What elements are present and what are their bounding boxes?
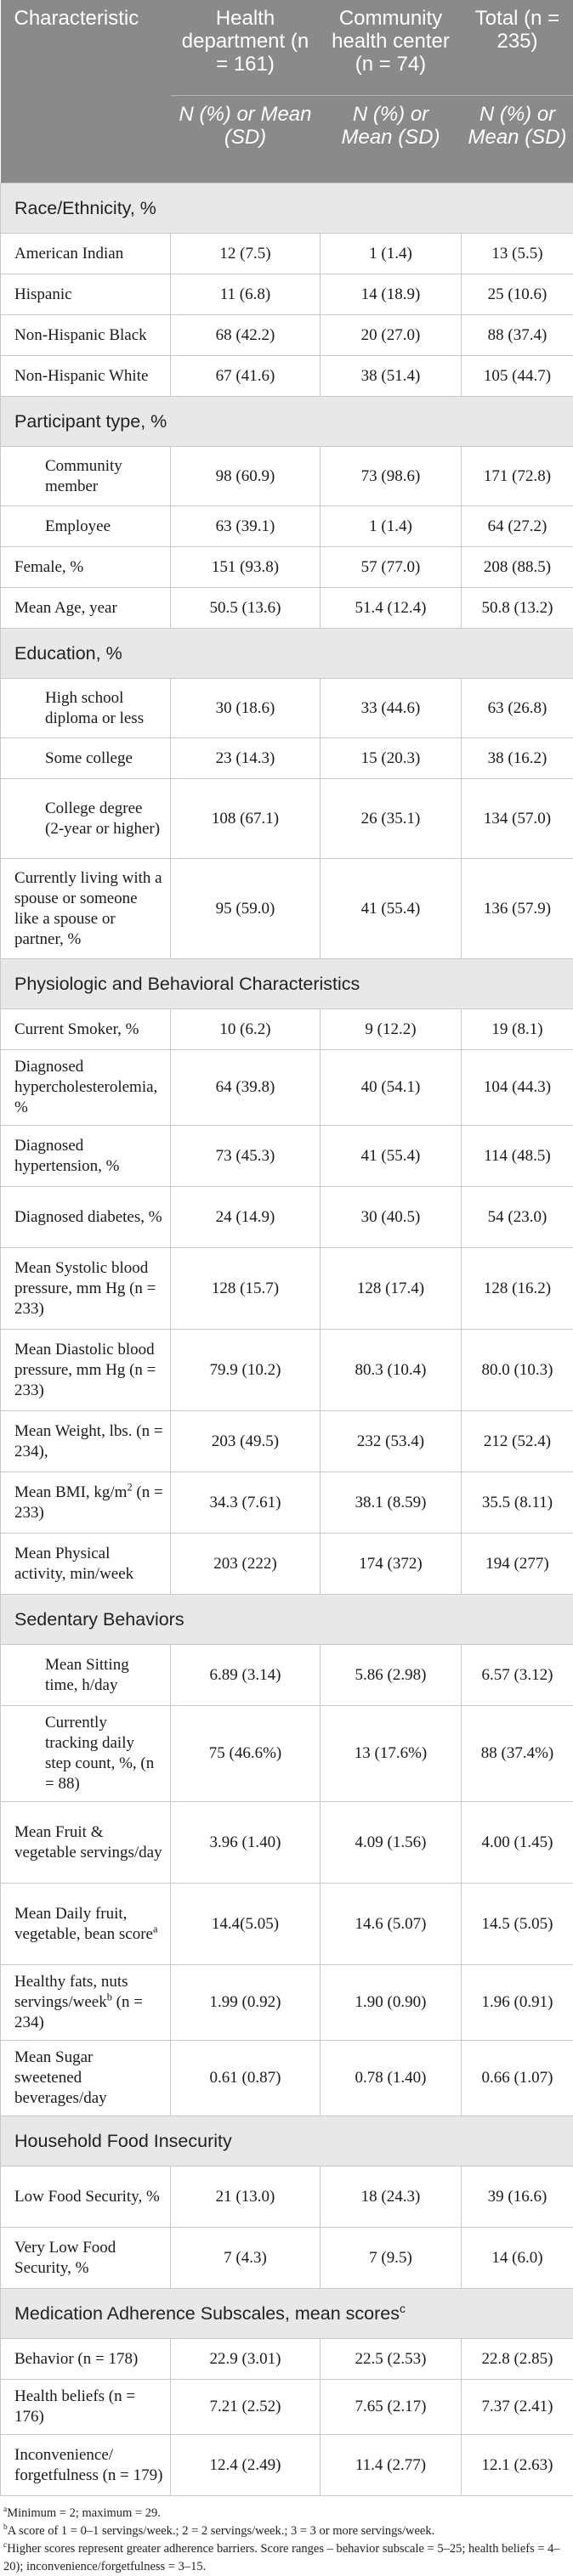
table-row — [1, 1126, 573, 1187]
table-row — [1, 1472, 573, 1534]
row-label — [1, 2380, 171, 2435]
row-label-text: Very Low Food Security, % — [14, 2239, 116, 2277]
row-label-text: Inconvenience/ forgetfulness (n = 179) — [14, 2446, 162, 2484]
cell-total: 212 (52.4) — [462, 1411, 573, 1472]
header-community-health-center: Community health center (n = 74) — [321, 0, 462, 96]
row-label — [1, 1330, 171, 1411]
row-label-text: Mean Sugar sweetened beverages/day — [14, 2048, 107, 2107]
footnote — [3, 2522, 566, 2540]
cell-community-health-center: 0.78 (1.40) — [321, 2041, 462, 2116]
row-label — [1, 1187, 171, 1248]
section-header — [1, 1595, 573, 1645]
table-row — [1, 679, 573, 738]
table-row — [1, 356, 573, 397]
table-row — [1, 1009, 573, 1050]
row-label-text: Mean Systolic blood pressure, mm Hg (n = 233) — [14, 1259, 156, 1318]
footnote-text: A score of 1 = 0–1 servings/week.; 2 = 2 servings/week.; 3 = 3 or more servings/week. — [8, 2524, 435, 2538]
row-label-text: Mean Physical activity, min/week — [14, 1545, 133, 1583]
row-label — [1, 356, 171, 397]
table-row — [1, 738, 573, 779]
cell-community-health-center: 1.90 (0.90) — [321, 1965, 462, 2041]
table-row — [1, 779, 573, 859]
row-label-text: Non-Hispanic Black — [14, 326, 147, 344]
cell-total: 88 (37.4) — [462, 315, 573, 356]
row-label — [1, 859, 171, 959]
cell-community-health-center: 33 (44.6) — [321, 679, 462, 738]
row-label — [1, 2339, 171, 2380]
cell-community-health-center: 14 (18.9) — [321, 274, 462, 315]
table-row — [1, 315, 573, 356]
cell-community-health-center: 7.65 (2.17) — [321, 2380, 462, 2435]
footnote-text: Minimum = 2; maximum = 29. — [7, 2506, 161, 2520]
row-label-text: Diagnosed hypercholesterolemia, % — [14, 1058, 157, 1116]
cell-community-health-center: 38.1 (8.59) — [321, 1472, 462, 1534]
section-title — [1, 629, 573, 679]
row-label — [1, 447, 171, 506]
section-header — [1, 2116, 573, 2166]
cell-community-health-center: 9 (12.2) — [321, 1009, 462, 1050]
cell-community-health-center: 15 (20.3) — [321, 738, 462, 779]
cell-health-department: 7.21 (2.52) — [171, 2380, 321, 2435]
cell-total: 1.96 (0.91) — [462, 1965, 573, 2041]
section-title — [1, 1595, 573, 1645]
row-label-text: Behavior (n = 178) — [14, 2350, 138, 2368]
cell-health-department: 79.9 (10.2) — [171, 1330, 321, 1411]
table-row — [1, 234, 573, 274]
row-label-text: Diagnosed diabetes, % — [14, 1208, 162, 1226]
cell-community-health-center: 26 (35.1) — [321, 779, 462, 859]
row-label — [1, 2041, 171, 2116]
cell-health-department: 68 (42.2) — [171, 315, 321, 356]
cell-health-department: 21 (13.0) — [171, 2166, 321, 2228]
footnote-marker: b — [3, 2523, 8, 2532]
row-label — [1, 274, 171, 315]
cell-community-health-center: 7 (9.5) — [321, 2228, 462, 2289]
table-row — [1, 1411, 573, 1472]
footnote-text: Higher scores represent greater adherence barriers. Score ranges – behavior subscale = 5–25; health beliefs = 4–20); inconvenience/forgetfulness = 3–15. — [3, 2542, 560, 2573]
cell-health-department: 23 (14.3) — [171, 738, 321, 779]
row-label-suffix: (n = 233) — [14, 1483, 163, 1522]
row-label-text: Mean Diastolic blood pressure, mm Hg (n = 233) — [14, 1341, 156, 1399]
row-label-text: College degree (2-year or higher) — [45, 799, 160, 838]
cell-total: 63 (26.8) — [462, 679, 573, 738]
row-label-text: Female, % — [14, 558, 83, 576]
header-total: Total (n = 235) — [462, 0, 573, 96]
cell-health-department: 203 (49.5) — [171, 1411, 321, 1472]
footnote-marker: b — [107, 1991, 112, 2003]
section-title — [1, 397, 573, 447]
row-label — [1, 1534, 171, 1595]
section-title-text: Medication Adherence Subscales, mean scores — [14, 2303, 400, 2324]
cell-health-department: 11 (6.8) — [171, 274, 321, 315]
table-header — [1, 0, 573, 184]
cell-total: 134 (57.0) — [462, 779, 573, 859]
cell-health-department: 64 (39.8) — [171, 1050, 321, 1126]
footnote-marker: c — [400, 2302, 406, 2315]
row-label — [1, 1802, 171, 1884]
table-row — [1, 859, 573, 959]
cell-health-department: 10 (6.2) — [171, 1009, 321, 1050]
cell-total: 35.5 (8.11) — [462, 1472, 573, 1534]
row-label — [1, 1248, 171, 1330]
cell-total: 14.5 (5.05) — [462, 1884, 573, 1965]
section-title — [1, 184, 573, 234]
table-row — [1, 2041, 573, 2116]
table-row — [1, 447, 573, 506]
cell-community-health-center: 38 (51.4) — [321, 356, 462, 397]
footnote-marker: a — [3, 2505, 7, 2514]
cell-total: 171 (72.8) — [462, 447, 573, 506]
cell-health-department: 67 (41.6) — [171, 356, 321, 397]
row-label — [1, 1126, 171, 1187]
cell-community-health-center: 13 (17.6%) — [321, 1706, 462, 1802]
row-label-text: High school diploma or less — [45, 689, 144, 727]
cell-health-department: 30 (18.6) — [171, 679, 321, 738]
table-row — [1, 1706, 573, 1802]
cell-total: 22.8 (2.85) — [462, 2339, 573, 2380]
section-title-text: Race/Ethnicity, % — [14, 198, 156, 218]
row-label-text: Diagnosed hypertension, % — [14, 1137, 119, 1175]
row-label — [1, 2228, 171, 2289]
row-label — [1, 234, 171, 274]
row-label-text: Non-Hispanic White — [14, 367, 148, 385]
table-row — [1, 1534, 573, 1595]
cell-total: 13 (5.5) — [462, 234, 573, 274]
section-title-text: Household Food Insecurity — [14, 2131, 232, 2151]
cell-total: 64 (27.2) — [462, 506, 573, 547]
row-label — [1, 679, 171, 738]
cell-total: 4.00 (1.45) — [462, 1802, 573, 1884]
table-row — [1, 1645, 573, 1706]
row-label-text: Mean Sitting time, h/day — [45, 1656, 129, 1694]
section-header — [1, 397, 573, 447]
row-label-text: Hispanic — [14, 285, 72, 303]
row-label-text: Low Food Security, % — [14, 2188, 160, 2206]
cell-health-department: 24 (14.9) — [171, 1187, 321, 1248]
cell-health-department: 73 (45.3) — [171, 1126, 321, 1187]
table-row — [1, 1330, 573, 1411]
cell-total: 0.66 (1.07) — [462, 2041, 573, 2116]
table-row — [1, 588, 573, 629]
row-label — [1, 1884, 171, 1965]
row-label-text: Some college — [45, 749, 133, 767]
cell-total: 14 (6.0) — [462, 2228, 573, 2289]
row-label-text: Mean Daily fruit, vegetable, bean score — [14, 1905, 153, 1943]
cell-community-health-center: 41 (55.4) — [321, 859, 462, 959]
cell-community-health-center: 22.5 (2.53) — [321, 2339, 462, 2380]
cell-total: 114 (48.5) — [462, 1126, 573, 1187]
row-label — [1, 738, 171, 779]
row-label-text: Mean Fruit & vegetable servings/day — [14, 1823, 162, 1861]
cell-total: 7.37 (2.41) — [462, 2380, 573, 2435]
cell-health-department: 108 (67.1) — [171, 779, 321, 859]
row-label-text: Mean Weight, lbs. (n = 234), — [14, 1422, 163, 1460]
cell-health-department: 98 (60.9) — [171, 447, 321, 506]
table-row — [1, 1248, 573, 1330]
header-stat-label-total: N (%) or Mean (SD) — [462, 96, 573, 184]
cell-total: 105 (44.7) — [462, 356, 573, 397]
cell-community-health-center: 4.09 (1.56) — [321, 1802, 462, 1884]
section-title-text: Sedentary Behaviors — [14, 1609, 184, 1630]
table-row — [1, 547, 573, 588]
row-label-text: Mean BMI, kg/m — [14, 1483, 127, 1501]
row-label — [1, 1965, 171, 2041]
cell-community-health-center: 80.3 (10.4) — [321, 1330, 462, 1411]
cell-total: 38 (16.2) — [462, 738, 573, 779]
cell-total: 54 (23.0) — [462, 1187, 573, 1248]
table-row — [1, 2166, 573, 2228]
cell-total: 136 (57.9) — [462, 859, 573, 959]
row-label — [1, 2166, 171, 2228]
cell-total: 19 (8.1) — [462, 1009, 573, 1050]
cell-health-department: 7 (4.3) — [171, 2228, 321, 2289]
header-stat-label-hd: N (%) or Mean (SD) — [171, 96, 321, 184]
footnote — [3, 2540, 566, 2576]
header-health-department: Health department (n = 161) — [171, 0, 321, 96]
cell-total: 194 (277) — [462, 1534, 573, 1595]
cell-community-health-center: 128 (17.4) — [321, 1248, 462, 1330]
table-row — [1, 2339, 573, 2380]
row-label-text: Community member — [45, 457, 122, 495]
cell-health-department: 50.5 (13.6) — [171, 588, 321, 629]
table-row — [1, 1884, 573, 1965]
row-label — [1, 779, 171, 859]
row-label-text: Currently tracking daily step count, %, (n = 88) — [45, 1714, 154, 1793]
cell-community-health-center: 57 (77.0) — [321, 547, 462, 588]
row-label — [1, 506, 171, 547]
cell-health-department: 34.3 (7.61) — [171, 1472, 321, 1534]
row-label — [1, 1411, 171, 1472]
cell-health-department: 1.99 (0.92) — [171, 1965, 321, 2041]
cell-health-department: 14.4(5.05) — [171, 1884, 321, 1965]
cell-health-department: 22.9 (3.01) — [171, 2339, 321, 2380]
cell-total: 6.57 (3.12) — [462, 1645, 573, 1706]
row-label-suffix: (n = 234) — [14, 1993, 143, 2031]
cell-community-health-center: 73 (98.6) — [321, 447, 462, 506]
table-row — [1, 2380, 573, 2435]
cell-total: 50.8 (13.2) — [462, 588, 573, 629]
row-label — [1, 1050, 171, 1126]
cell-community-health-center: 174 (372) — [321, 1534, 462, 1595]
row-label-text: American Indian — [14, 245, 123, 263]
cell-total: 80.0 (10.3) — [462, 1330, 573, 1411]
row-label-text: Currently living with a spouse or someone like a spouse or partner, % — [14, 869, 162, 948]
cell-community-health-center: 5.86 (2.98) — [321, 1645, 462, 1706]
footnote-marker: c — [3, 2541, 7, 2550]
cell-health-department: 128 (15.7) — [171, 1248, 321, 1330]
cell-community-health-center: 30 (40.5) — [321, 1187, 462, 1248]
cell-health-department: 6.89 (3.14) — [171, 1645, 321, 1706]
section-header — [1, 2289, 573, 2339]
cell-health-department: 12 (7.5) — [171, 234, 321, 274]
table-row — [1, 506, 573, 547]
row-label-text: Current Smoker, % — [14, 1020, 139, 1038]
cell-health-department: 3.96 (1.40) — [171, 1802, 321, 1884]
cell-health-department: 75 (46.6%) — [171, 1706, 321, 1802]
footnote-marker: a — [153, 1923, 157, 1935]
row-label — [1, 588, 171, 629]
section-title — [1, 2116, 573, 2166]
table-row — [1, 1050, 573, 1126]
table-body — [1, 184, 573, 2496]
table-row — [1, 1965, 573, 2041]
section-title — [1, 2289, 573, 2339]
section-header — [1, 629, 573, 679]
section-title-text: Physiologic and Behavioral Characteristics — [14, 974, 360, 994]
row-label — [1, 547, 171, 588]
cell-community-health-center: 40 (54.1) — [321, 1050, 462, 1126]
table-row — [1, 2228, 573, 2289]
cell-health-department: 0.61 (0.87) — [171, 2041, 321, 2116]
section-title-text: Education, % — [14, 643, 122, 664]
cell-total: 104 (44.3) — [462, 1050, 573, 1126]
table-row — [1, 1802, 573, 1884]
cell-community-health-center: 41 (55.4) — [321, 1126, 462, 1187]
cell-total: 25 (10.6) — [462, 274, 573, 315]
cell-community-health-center: 1 (1.4) — [321, 506, 462, 547]
cell-total: 208 (88.5) — [462, 547, 573, 588]
section-title-text: Participant type, % — [14, 411, 167, 432]
cell-health-department: 203 (222) — [171, 1534, 321, 1595]
row-label — [1, 1472, 171, 1534]
row-label-text: Mean Age, year — [14, 599, 117, 617]
cell-community-health-center: 14.6 (5.07) — [321, 1884, 462, 1965]
footnote-marker: 2 — [127, 1481, 132, 1493]
cell-total: 128 (16.2) — [462, 1248, 573, 1330]
cell-total: 12.1 (2.63) — [462, 2435, 573, 2496]
cell-community-health-center: 11.4 (2.77) — [321, 2435, 462, 2496]
row-label — [1, 1645, 171, 1706]
row-label — [1, 315, 171, 356]
footnotes — [0, 2496, 573, 2576]
section-title — [1, 959, 573, 1009]
table-row — [1, 1187, 573, 1248]
row-label-text: Healthy fats, nuts servings/week — [14, 1973, 128, 2011]
row-label — [1, 2435, 171, 2496]
footnote — [3, 2505, 566, 2522]
cell-health-department: 151 (93.8) — [171, 547, 321, 588]
cell-total: 39 (16.6) — [462, 2166, 573, 2228]
section-header — [1, 959, 573, 1009]
cell-community-health-center: 1 (1.4) — [321, 234, 462, 274]
table-row — [1, 2435, 573, 2496]
cell-health-department: 12.4 (2.49) — [171, 2435, 321, 2496]
cell-total: 88 (37.4%) — [462, 1706, 573, 1802]
table-row — [1, 274, 573, 315]
header-stat-label-chc: N (%) or Mean (SD) — [321, 96, 462, 184]
row-label-text: Health beliefs (n = 176) — [14, 2387, 135, 2426]
cell-health-department: 63 (39.1) — [171, 506, 321, 547]
cell-community-health-center: 20 (27.0) — [321, 315, 462, 356]
section-header — [1, 184, 573, 234]
cell-community-health-center: 232 (53.4) — [321, 1411, 462, 1472]
row-label-text: Employee — [45, 517, 111, 535]
cell-community-health-center: 18 (24.3) — [321, 2166, 462, 2228]
cell-health-department: 95 (59.0) — [171, 859, 321, 959]
row-label — [1, 1009, 171, 1050]
row-label — [1, 1706, 171, 1802]
cell-community-health-center: 51.4 (12.4) — [321, 588, 462, 629]
header-characteristic: Characteristic — [1, 0, 171, 184]
